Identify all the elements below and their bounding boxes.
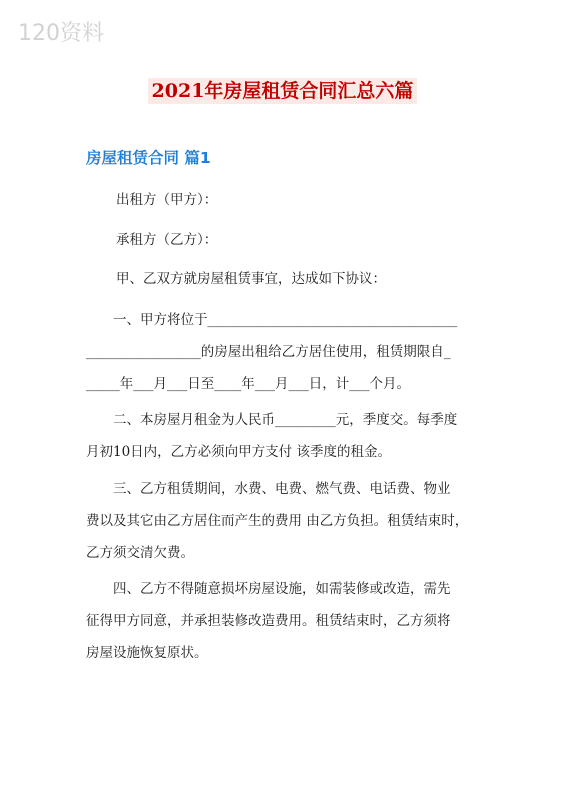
clause-4-line: 房屋设施恢复原状。 xyxy=(86,645,208,661)
clause-2-line: 二、本房屋月租金为人民币_________元，季度交。每季度 xyxy=(86,412,458,428)
clause-4-line: 四、乙方不得随意损坏房屋设施，如需装修或改造，需先 xyxy=(86,581,451,597)
paragraph-lessor: 出租方（甲方）： xyxy=(116,192,218,208)
paragraph-lessee: 承租方（乙方）： xyxy=(116,232,218,248)
clause-3-line: 三、乙方租赁期间，水费、电费、燃气费、电话费、物业 xyxy=(86,481,451,497)
clause-4-line: 征得甲方同意，并承担装修改造费用。租赁结束时，乙方须将 xyxy=(86,613,451,629)
clause-1 xyxy=(86,304,486,400)
document-title: 2021年房屋租赁合同汇总六篇 xyxy=(148,78,418,104)
clause-3 xyxy=(86,473,486,569)
clause-2-line: 月初10日内，乙方必须向甲方支付 该季度的租金。 xyxy=(86,444,391,460)
clause-3-line: 费以及其它由乙方居住而产生的费用 由乙方负担。租赁结束时， xyxy=(86,513,469,529)
clause-1-line: _____年___月___日至____年___月___日，计___个月。 xyxy=(86,376,410,392)
clause-1-line: _________________的房屋出租给乙方居住使用，租赁期限自_ xyxy=(86,344,451,360)
clause-4 xyxy=(86,573,486,669)
section-heading: 房屋租赁合同 篇1 xyxy=(86,149,211,167)
watermark: 120资料 xyxy=(18,21,104,46)
clause-3-line: 乙方须交清欠费。 xyxy=(86,545,194,561)
document-title-block xyxy=(0,76,565,103)
paragraph-agreement-intro: 甲、乙双方就房屋租赁事宜，达成如下协议： xyxy=(116,271,386,287)
clause-1-line: 一、甲方将位于_____________________________________ xyxy=(86,312,458,328)
clause-2 xyxy=(86,404,486,468)
